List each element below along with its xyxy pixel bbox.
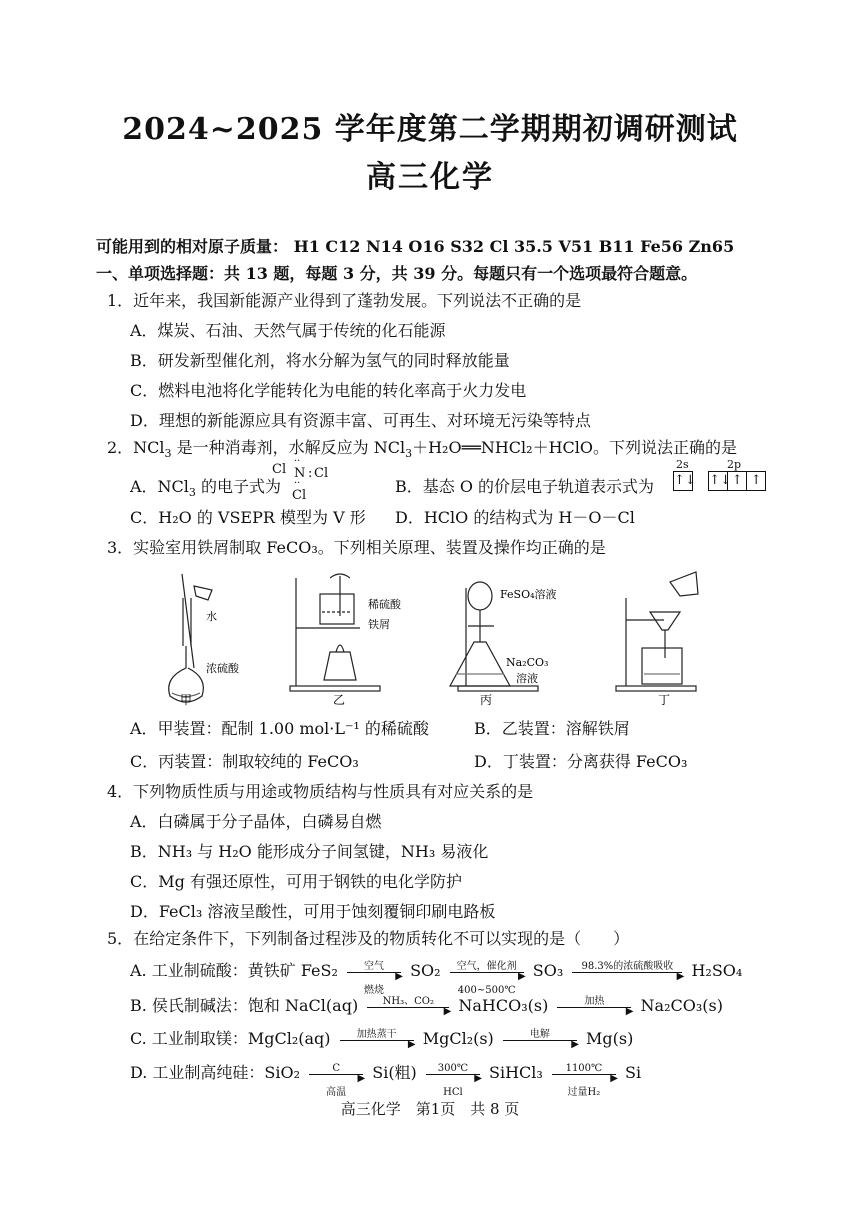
q3-stem: 3．实验室用铁屑制取 FeCO₃。下列相关原理、装置及操作均正确的是 — [107, 538, 606, 557]
arrow-d2: 300℃ ▶ HCl — [426, 1072, 480, 1075]
arrow-a1: 空气 ▶ 燃烧 — [347, 970, 401, 973]
section-heading: 一、单项选择题：共 13 题，每题 3 分，共 39 分。每题只有一个选项最符合题意。 — [96, 264, 698, 283]
q1-option-b: B．研发新型催化剂，将水分解为氢气的同时释放能量 — [130, 351, 510, 370]
q5-option-c: C. 工业制取镁：MgCl₂(aq) 加热蒸干 ▶ MgCl₂(s) 电解 ▶ Mg(s) — [130, 1029, 634, 1050]
q1-stem: 1．近年来，我国新能源产业得到了蓬勃发展。下列说法不正确的是 — [107, 291, 582, 310]
apparatus-jia — [169, 574, 212, 702]
exam-title: 2024~2025 学年度第二学期期初调研测试 — [122, 112, 738, 147]
q2-option-a: A．NCl$_3$ 的电子式为 — [130, 477, 282, 500]
arrow-b1: NH₃、CO₂ ▶ — [367, 1005, 449, 1008]
label-ding: 丁 — [658, 693, 671, 707]
q3-option-c: C．丙装置：制取较纯的 FeCO₃ — [130, 752, 359, 771]
arrow-c2: 电解 ▶ — [503, 1038, 577, 1041]
q4-stem: 4．下列物质性质与用途或物质结构与性质具有对应关系的是 — [107, 782, 534, 801]
q4-option-d: D．FeCl₃ 溶液呈酸性，可用于蚀刻覆铜印刷电路板 — [130, 902, 496, 921]
orbital-2p-3: ↑ — [746, 471, 766, 491]
q1-option-c: C．燃料电池将化学能转化为电能的转化率高于火力发电 — [130, 381, 527, 400]
label-na2co3: Na₂CO₃ — [506, 656, 549, 669]
q3-option-d: D．丁装置：分离获得 FeCO₃ — [474, 752, 688, 771]
orbital-2p-2: ↑ — [727, 471, 747, 491]
label-dilute-h2so4: 稀硫酸 — [368, 598, 401, 611]
q5-option-d: D. 工业制高纯硅：SiO₂ C ▶ 高温 Si(粗) 300℃ ▶ HCl SiHCl₃ 1100℃ ▶ 过量H₂ Si — [130, 1063, 642, 1098]
exam-subtitle: 高三化学 — [366, 160, 494, 195]
label-jia: 甲 — [180, 693, 193, 707]
q4-option-a: A．白磷属于分子晶体，白磷易自燃 — [130, 812, 382, 831]
arrow-a3: 98.3%的浓硫酸吸收 ▶ — [572, 970, 682, 973]
q5-option-b: B. 侯氏制碱法：饱和 NaCl(aq) NH₃、CO₂ ▶ NaHCO₃(s) 加热 ▶ Na₂CO₃(s) — [130, 996, 723, 1017]
page-footer: 高三化学 第1页 共 8 页 — [340, 1100, 520, 1118]
label-feso4: FeSO₄溶液 — [500, 588, 557, 601]
orbital-2s: ↑↓ — [673, 471, 693, 491]
arrow-d3: 1100℃ ▶ 过量H₂ — [552, 1072, 616, 1075]
label-water: 水 — [206, 610, 217, 623]
q4-option-b: B．NH₃ 与 H₂O 能形成分子间氢键，NH₃ 易液化 — [130, 842, 489, 861]
apparatus-ding — [616, 572, 698, 691]
q2-option-d: D．HClO 的结构式为 H－O－Cl — [395, 508, 635, 527]
atomic-mass-line: 可能用到的相对原子质量： H1 C12 N14 O16 S32 Cl 35.5 V51 B11 Fe56 Zn65 — [96, 237, 735, 256]
q1-option-d: D．理想的新能源应具有资源丰富、可再生、对环境无污染等特点 — [130, 411, 591, 430]
q5-option-a: A. 工业制硫酸：黄铁矿 FeS₂ 空气 ▶ 燃烧 SO₂ 空气，催化剂 ▶ 400~500℃ SO₃ 98.3%的浓硫酸吸收 ▶ H₂SO₄ — [130, 961, 743, 996]
orbital-2p-1: ↑↓ — [708, 471, 728, 491]
label-bing: 丙 — [480, 693, 493, 707]
apparatus-yi — [290, 574, 380, 691]
q3-option-b: B．乙装置：溶解铁屑 — [474, 719, 630, 738]
arrow-a2: 空气，催化剂 ▶ 400~500℃ — [450, 970, 524, 973]
arrow-b2: 加热 ▶ — [557, 1005, 631, 1008]
q2-stem: 2．NCl$_3$ 是一种消毒剂，水解反应为 NCl$_3$＋H₂O══NHCl₂＋HClO。下列说法正确的是 — [107, 438, 738, 461]
q4-option-c: C．Mg 有强还原性，可用于钢铁的电化学防护 — [130, 872, 462, 891]
q5-stem: 5．在给定条件下，下列制备过程涉及的物质转化不可以实现的是（ ） — [107, 929, 630, 948]
q1-option-a: A．煤炭、石油、天然气属于传统的化石能源 — [130, 321, 446, 340]
arrow-c1: 加热蒸干 ▶ — [340, 1038, 414, 1041]
label-conc-h2so4: 浓硫酸 — [206, 662, 239, 675]
q2-option-b: B．基态 O 的价层电子轨道表示式为 — [395, 477, 655, 496]
arrow-d1: C ▶ 高温 — [309, 1072, 363, 1075]
q3-option-a: A．甲装置：配制 1.00 mol·L⁻¹ 的稀硫酸 — [130, 719, 429, 738]
label-solution: 溶液 — [516, 672, 538, 685]
label-yi: 乙 — [333, 693, 346, 707]
label-iron-filings: 铁屑 — [368, 618, 390, 631]
q3-apparatus-figure — [150, 568, 790, 710]
q2-option-c: C．H₂O 的 VSEPR 模型为 V 形 — [130, 508, 366, 527]
oxygen-orbital-diagram: 2s 2p ↑↓ ↑↓↑ ↑ — [673, 470, 765, 491]
